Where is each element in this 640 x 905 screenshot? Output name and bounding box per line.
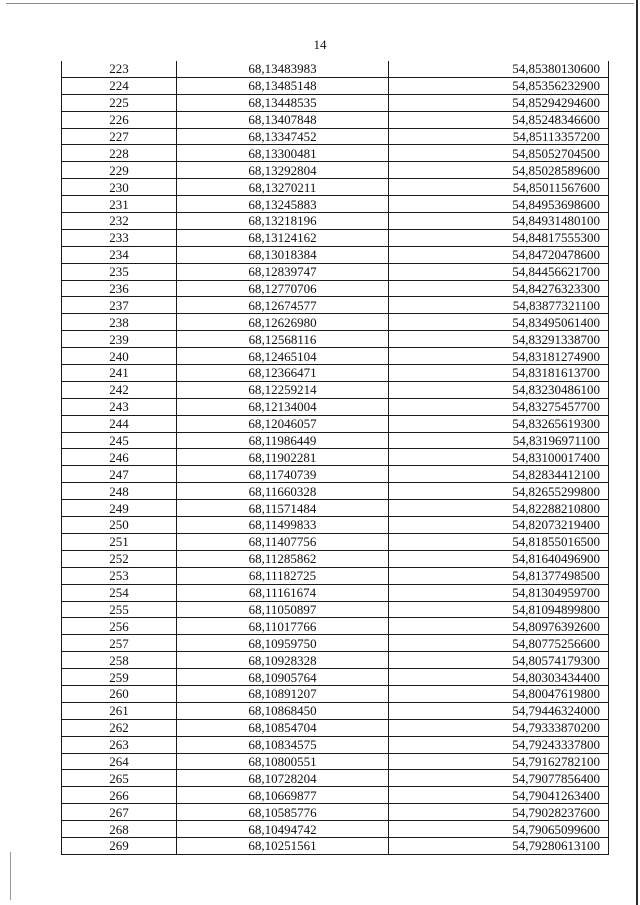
- point-number-cell: 257: [62, 635, 177, 652]
- table-row: [62, 500, 609, 517]
- table-row: [62, 77, 609, 94]
- point-number-cell: 262: [62, 719, 177, 736]
- point-number-cell: 261: [62, 702, 177, 719]
- coordinate-x-cell: 68,12046057: [177, 415, 389, 432]
- coordinate-x-cell: 68,10905764: [177, 669, 389, 686]
- table-row: [62, 415, 609, 432]
- coordinate-y-cell: 54,85356232900: [389, 77, 609, 94]
- table-row: [62, 246, 609, 263]
- coordinate-x-cell: 68,13218196: [177, 213, 389, 230]
- coordinate-y-cell: 54,83495061400: [389, 314, 609, 331]
- coordinate-x-cell: 68,11571484: [177, 500, 389, 517]
- coordinate-x-cell: 68,10800551: [177, 753, 389, 770]
- coordinate-y-cell: 54,83291338700: [389, 331, 609, 348]
- table-row: [62, 669, 609, 686]
- table-row: [62, 263, 609, 280]
- coordinate-y-cell: 54,79162782100: [389, 753, 609, 770]
- coordinate-y-cell: 54,81304959700: [389, 584, 609, 601]
- point-number-cell: 228: [62, 145, 177, 162]
- point-number-cell: 238: [62, 314, 177, 331]
- coordinate-y-cell: 54,79065099600: [389, 821, 609, 838]
- coordinate-y-cell: 54,85380130600: [389, 61, 609, 77]
- coordinate-y-cell: 54,79446324000: [389, 702, 609, 719]
- coordinate-y-cell: 54,84456621700: [389, 263, 609, 280]
- point-number-cell: 266: [62, 787, 177, 804]
- point-number-cell: 239: [62, 331, 177, 348]
- coordinate-x-cell: 68,11660328: [177, 483, 389, 500]
- coordinate-y-cell: 54,81640496900: [389, 550, 609, 567]
- point-number-cell: 236: [62, 280, 177, 297]
- coordinate-y-cell: 54,80047619800: [389, 685, 609, 702]
- point-number-cell: 247: [62, 466, 177, 483]
- point-number-cell: 226: [62, 111, 177, 128]
- coordinate-x-cell: 68,11499833: [177, 517, 389, 534]
- coordinate-x-cell: 68,10891207: [177, 685, 389, 702]
- coordinate-y-cell: 54,85028589600: [389, 162, 609, 179]
- table-row: [62, 94, 609, 111]
- point-number-cell: 249: [62, 500, 177, 517]
- point-number-cell: 258: [62, 652, 177, 669]
- point-number-cell: 254: [62, 584, 177, 601]
- point-number-cell: 242: [62, 381, 177, 398]
- coordinate-x-cell: 68,10585776: [177, 804, 389, 821]
- coordinate-x-cell: 68,11986449: [177, 432, 389, 449]
- coordinate-y-cell: 54,79028237600: [389, 804, 609, 821]
- table-row: [62, 635, 609, 652]
- coordinate-y-cell: 54,83877321100: [389, 297, 609, 314]
- coordinate-x-cell: 68,10728204: [177, 770, 389, 787]
- scan-edge-left: [10, 852, 11, 900]
- point-number-cell: 246: [62, 449, 177, 466]
- point-number-cell: 260: [62, 685, 177, 702]
- coordinate-x-cell: 68,10868450: [177, 702, 389, 719]
- table-row: [62, 162, 609, 179]
- coordinate-y-cell: 54,80775256600: [389, 635, 609, 652]
- table-row: [62, 449, 609, 466]
- coordinate-y-cell: 54,82834412100: [389, 466, 609, 483]
- coordinate-y-cell: 54,82288210800: [389, 500, 609, 517]
- point-number-cell: 265: [62, 770, 177, 787]
- table-row: [62, 821, 609, 838]
- table-row: [62, 652, 609, 669]
- coordinate-x-cell: 68,13485148: [177, 77, 389, 94]
- point-number-cell: 269: [62, 837, 177, 854]
- coordinate-x-cell: 68,11050897: [177, 601, 389, 618]
- coordinate-x-cell: 68,13407848: [177, 111, 389, 128]
- point-number-cell: 268: [62, 821, 177, 838]
- point-number-cell: 237: [62, 297, 177, 314]
- coordinate-y-cell: 54,83100017400: [389, 449, 609, 466]
- table-row: [62, 533, 609, 550]
- coordinate-x-cell: 68,13448535: [177, 94, 389, 111]
- coordinate-x-cell: 68,12134004: [177, 398, 389, 415]
- table-row: [62, 702, 609, 719]
- coordinate-x-cell: 68,10251561: [177, 837, 389, 854]
- coordinate-x-cell: 68,11161674: [177, 584, 389, 601]
- table-row: [62, 753, 609, 770]
- table-row: [62, 804, 609, 821]
- coordinate-y-cell: 54,79280613100: [389, 837, 609, 854]
- coordinate-x-cell: 68,11017766: [177, 618, 389, 635]
- table-row: [62, 398, 609, 415]
- point-number-cell: 264: [62, 753, 177, 770]
- coordinate-y-cell: 54,80303434400: [389, 669, 609, 686]
- point-number-cell: 224: [62, 77, 177, 94]
- coordinate-y-cell: 54,79041263400: [389, 787, 609, 804]
- coordinate-y-cell: 54,84817555300: [389, 229, 609, 246]
- point-number-cell: 255: [62, 601, 177, 618]
- table-row: [62, 280, 609, 297]
- coordinate-y-cell: 54,84931480100: [389, 213, 609, 230]
- table-row: [62, 584, 609, 601]
- point-number-cell: 231: [62, 196, 177, 213]
- coordinate-y-cell: 54,84276323300: [389, 280, 609, 297]
- coordinate-x-cell: 68,10494742: [177, 821, 389, 838]
- coordinate-y-cell: 54,85011567600: [389, 179, 609, 196]
- coordinate-x-cell: 68,13300481: [177, 145, 389, 162]
- point-number-cell: 223: [62, 61, 177, 77]
- coordinate-x-cell: 68,13483983: [177, 61, 389, 77]
- coordinate-y-cell: 54,79243337800: [389, 736, 609, 753]
- table-row: [62, 601, 609, 618]
- coordinate-x-cell: 68,13124162: [177, 229, 389, 246]
- coordinate-x-cell: 68,13292804: [177, 162, 389, 179]
- table-row: [62, 736, 609, 753]
- coordinate-x-cell: 68,10928328: [177, 652, 389, 669]
- coordinate-y-cell: 54,80976392600: [389, 618, 609, 635]
- table-row: [62, 466, 609, 483]
- coordinate-y-cell: 54,79333870200: [389, 719, 609, 736]
- coordinate-x-cell: 68,12839747: [177, 263, 389, 280]
- coordinate-y-cell: 54,81855016500: [389, 533, 609, 550]
- coordinate-x-cell: 68,11407756: [177, 533, 389, 550]
- coordinate-y-cell: 54,81377498500: [389, 567, 609, 584]
- table-row: [62, 331, 609, 348]
- table-row: [62, 365, 609, 382]
- coordinate-x-cell: 68,12259214: [177, 381, 389, 398]
- coordinate-y-cell: 54,85248346600: [389, 111, 609, 128]
- coordinates-table-body: [62, 61, 609, 854]
- coordinate-y-cell: 54,81094899800: [389, 601, 609, 618]
- coordinate-x-cell: 68,13347452: [177, 128, 389, 145]
- point-number-cell: 267: [62, 804, 177, 821]
- point-number-cell: 244: [62, 415, 177, 432]
- coordinate-x-cell: 68,10669877: [177, 787, 389, 804]
- table-row: [62, 787, 609, 804]
- coordinate-x-cell: 68,12770706: [177, 280, 389, 297]
- point-number-cell: 233: [62, 229, 177, 246]
- point-number-cell: 227: [62, 128, 177, 145]
- point-number-cell: 234: [62, 246, 177, 263]
- coordinate-y-cell: 54,83230486100: [389, 381, 609, 398]
- coordinate-y-cell: 54,85294294600: [389, 94, 609, 111]
- coordinate-x-cell: 68,13018384: [177, 246, 389, 263]
- point-number-cell: 245: [62, 432, 177, 449]
- point-number-cell: 235: [62, 263, 177, 280]
- coordinate-x-cell: 68,12626980: [177, 314, 389, 331]
- table-row: [62, 314, 609, 331]
- coordinate-x-cell: 68,11285862: [177, 550, 389, 567]
- table-row: [62, 618, 609, 635]
- coordinate-x-cell: 68,10959750: [177, 635, 389, 652]
- point-number-cell: 251: [62, 533, 177, 550]
- table-row: [62, 567, 609, 584]
- coordinate-y-cell: 54,84720478600: [389, 246, 609, 263]
- point-number-cell: 250: [62, 517, 177, 534]
- table-row: [62, 179, 609, 196]
- table-row: [62, 432, 609, 449]
- scan-edge-top: [6, 3, 634, 4]
- point-number-cell: 253: [62, 567, 177, 584]
- point-number-cell: 230: [62, 179, 177, 196]
- table-row: [62, 348, 609, 365]
- coordinate-y-cell: 54,82073219400: [389, 517, 609, 534]
- table-row: [62, 381, 609, 398]
- point-number-cell: 241: [62, 365, 177, 382]
- coordinate-x-cell: 68,11182725: [177, 567, 389, 584]
- coordinate-x-cell: 68,12465104: [177, 348, 389, 365]
- point-number-cell: 252: [62, 550, 177, 567]
- table-row: [62, 196, 609, 213]
- point-number-cell: 229: [62, 162, 177, 179]
- table-row: [62, 550, 609, 567]
- scan-edge-right: [636, 0, 638, 905]
- table-row: [62, 297, 609, 314]
- coordinate-x-cell: 68,10834575: [177, 736, 389, 753]
- point-number-cell: 256: [62, 618, 177, 635]
- table-row: [62, 229, 609, 246]
- table-row: [62, 213, 609, 230]
- coordinate-y-cell: 54,83181274900: [389, 348, 609, 365]
- point-number-cell: 263: [62, 736, 177, 753]
- coordinate-y-cell: 54,83265619300: [389, 415, 609, 432]
- coordinates-table: [61, 61, 609, 855]
- coordinate-x-cell: 68,11902281: [177, 449, 389, 466]
- coordinate-x-cell: 68,13270211: [177, 179, 389, 196]
- table-row: [62, 770, 609, 787]
- table-row: [62, 685, 609, 702]
- coordinate-y-cell: 54,85113357200: [389, 128, 609, 145]
- table-row: [62, 111, 609, 128]
- coordinate-y-cell: 54,83181613700: [389, 365, 609, 382]
- table-row: [62, 517, 609, 534]
- coordinate-x-cell: 68,13245883: [177, 196, 389, 213]
- coordinate-x-cell: 68,11740739: [177, 466, 389, 483]
- coordinate-y-cell: 54,83275457700: [389, 398, 609, 415]
- page-number: 14: [313, 37, 327, 52]
- coordinate-y-cell: 54,83196971100: [389, 432, 609, 449]
- table-row: [62, 128, 609, 145]
- table-row: [62, 61, 609, 77]
- coordinate-x-cell: 68,12366471: [177, 365, 389, 382]
- table-row: [62, 145, 609, 162]
- coordinate-y-cell: 54,82655299800: [389, 483, 609, 500]
- coordinate-y-cell: 54,80574179300: [389, 652, 609, 669]
- point-number-cell: 232: [62, 213, 177, 230]
- coordinate-y-cell: 54,84953698600: [389, 196, 609, 213]
- coordinate-x-cell: 68,10854704: [177, 719, 389, 736]
- point-number-cell: 248: [62, 483, 177, 500]
- point-number-cell: 240: [62, 348, 177, 365]
- coordinate-x-cell: 68,12568116: [177, 331, 389, 348]
- point-number-cell: 243: [62, 398, 177, 415]
- point-number-cell: 259: [62, 669, 177, 686]
- table-row: [62, 483, 609, 500]
- coordinate-y-cell: 54,79077856400: [389, 770, 609, 787]
- point-number-cell: 225: [62, 94, 177, 111]
- coordinate-x-cell: 68,12674577: [177, 297, 389, 314]
- table-row: [62, 719, 609, 736]
- coordinate-y-cell: 54,85052704500: [389, 145, 609, 162]
- table-row: [62, 837, 609, 854]
